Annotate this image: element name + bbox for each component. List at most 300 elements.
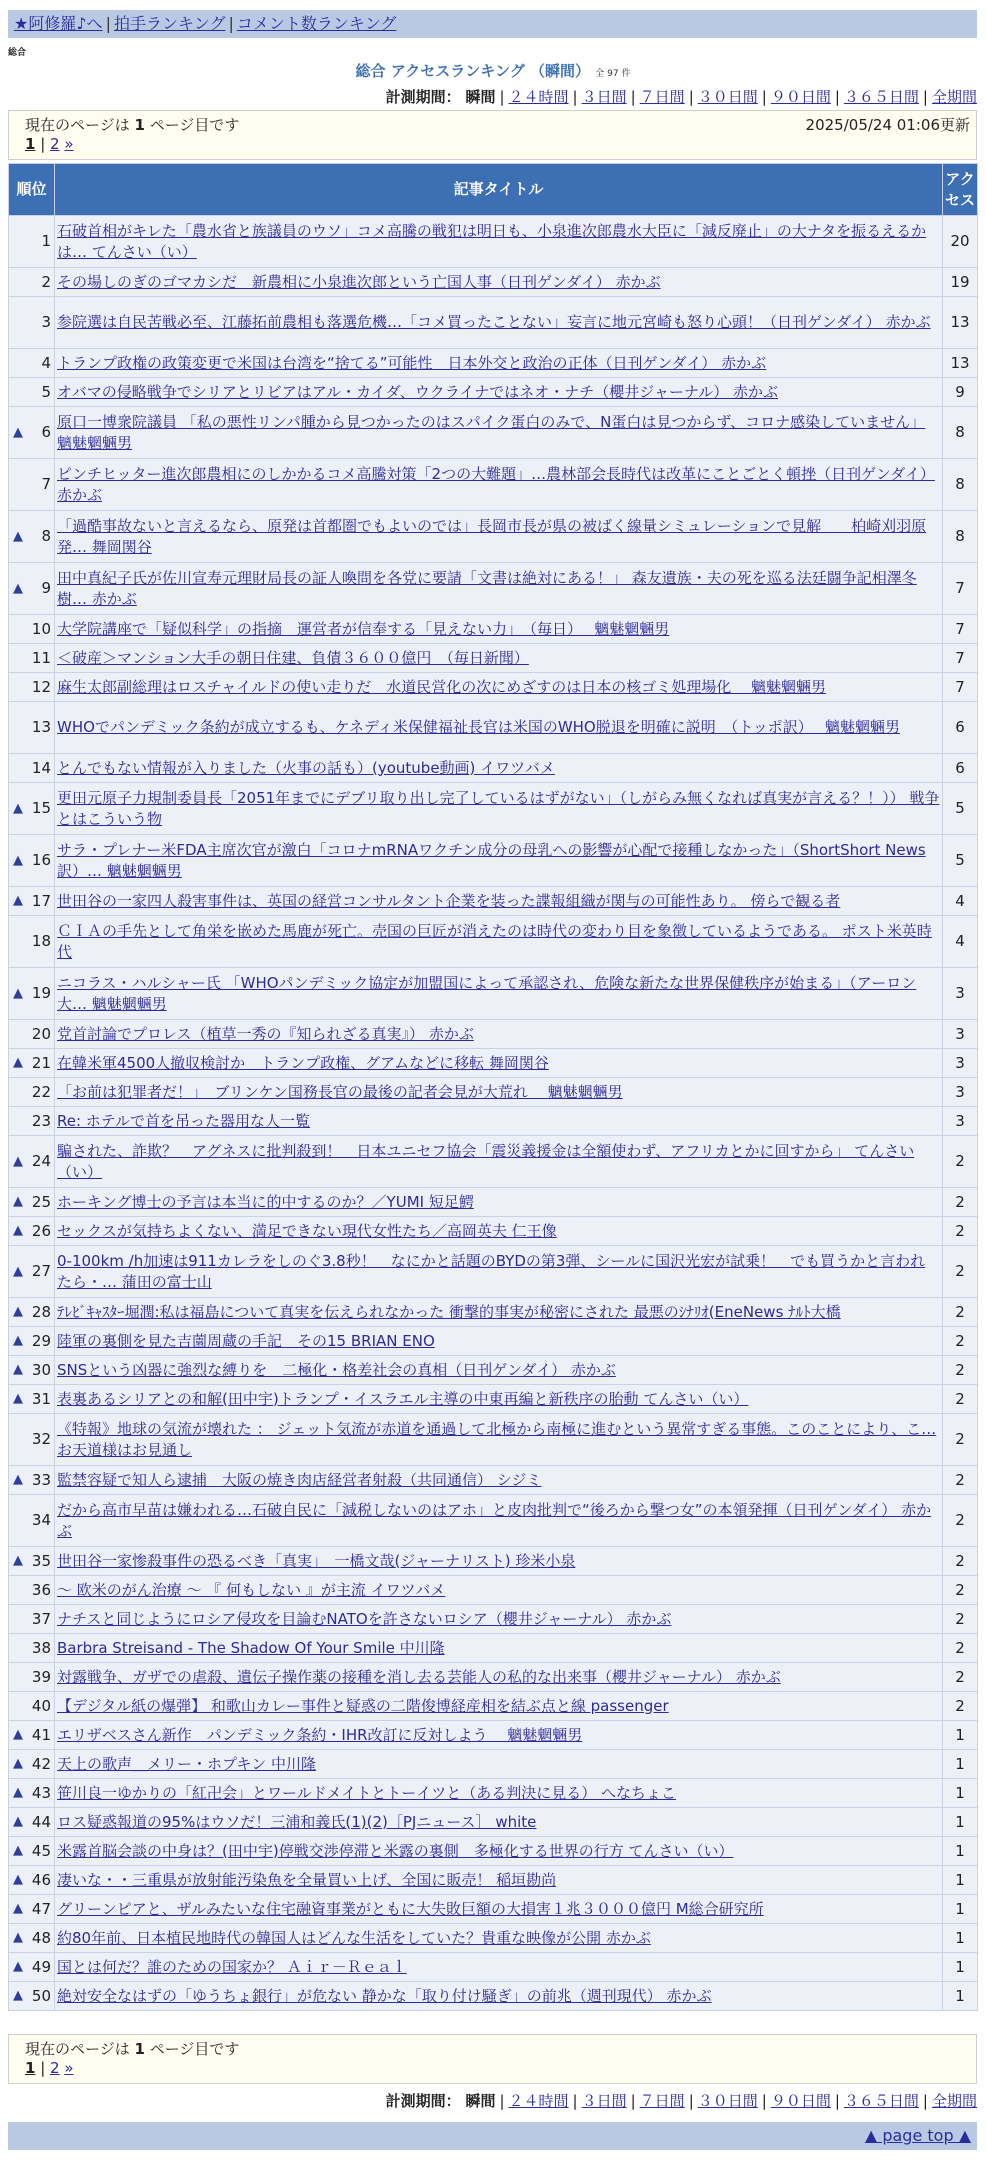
article-link[interactable]: グリーンピアと、ザルみたいな住宅融資事業がともに大失敗巨額の大損害１兆３０００億円 M総合研究所 — [57, 1899, 764, 1918]
article-link[interactable]: 《特報》地球の気流が壊れた ： ジェット気流が赤道を通過して北極から南極に進むという異常すぎる事態。このことにより、こ… お天道様はお見通し — [57, 1419, 937, 1459]
article-link[interactable]: エリザベスさん新作 パンデミック条約・IHR改訂に反対しよう 魑魅魍魎男 — [57, 1725, 583, 1744]
title-cell — [55, 1692, 943, 1721]
table-row — [9, 673, 978, 702]
page-info-top — [8, 110, 977, 160]
article-link[interactable]: ＜破産＞マンション大手の朝日住建、負債３６００億円 （毎日新聞） — [57, 648, 529, 667]
nav-link-comment-ranking[interactable]: コメント数ランキング — [236, 14, 397, 33]
rank-number: 37 — [31, 1609, 51, 1628]
rank-number: 44 — [31, 1812, 51, 1831]
article-link[interactable]: 絶対安全なはずの「ゆうちょ銀行」が危ない 静かな「取り付け騒ぎ」の前兆（週刊現代） 赤かぶ — [57, 1986, 712, 2005]
rank-cell — [9, 615, 55, 644]
title-cell — [55, 615, 943, 644]
nav-separator: | — [105, 14, 111, 33]
table-row — [9, 1576, 978, 1605]
pager-top: 1 | 2 » — [25, 135, 74, 153]
pager-next[interactable]: » — [64, 135, 74, 153]
rank-cell — [9, 407, 55, 459]
rank-cell — [9, 1356, 55, 1385]
table-row — [9, 1356, 978, 1385]
table-row — [9, 1385, 978, 1414]
rank-cell — [9, 1136, 55, 1188]
nav-link-asyura[interactable]: ★阿修羅♪へ — [14, 14, 103, 33]
rank-cell — [9, 297, 55, 349]
title-cell — [55, 1924, 943, 1953]
nav-link-applause-ranking[interactable]: 拍手ランキング — [113, 14, 226, 33]
rank-number: 38 — [31, 1638, 51, 1657]
period-link-90d[interactable]: ９０日間 — [770, 88, 831, 106]
table-row — [9, 563, 978, 615]
title-cell — [55, 349, 943, 378]
rank-cell — [9, 1605, 55, 1634]
rank-number: 24 — [31, 1152, 51, 1170]
arrow-up-icon: ▲ — [13, 1304, 23, 1319]
rank-cell — [9, 1576, 55, 1605]
access-count: 7 — [943, 673, 978, 702]
arrow-up-icon: ▲ — [13, 1843, 23, 1858]
title-cell — [55, 968, 943, 1020]
arrow-up-icon: ▲ — [13, 1901, 23, 1916]
page-top-link[interactable]: ▲ page top ▲ — [864, 2126, 971, 2145]
article-link[interactable]: 約80年前、日本植民地時代の韓国人はどんな生活をしていた？貴重な映像が公開 赤かぶ — [57, 1928, 651, 1947]
rank-number: 12 — [31, 677, 51, 696]
arrow-up-icon: ▲ — [13, 1872, 23, 1887]
arrow-up-icon: ▲ — [13, 1333, 23, 1348]
rank-cell — [9, 268, 55, 297]
table-row — [9, 1466, 978, 1495]
title-cell — [55, 1837, 943, 1866]
arrow-up-icon: ▲ — [13, 424, 23, 440]
rank-number: 50 — [31, 1986, 51, 2005]
table-row — [9, 1895, 978, 1924]
title-cell — [55, 644, 943, 673]
title-cell — [55, 1750, 943, 1779]
title-cell — [55, 887, 943, 916]
period-link-all[interactable]: 全期間 — [931, 88, 977, 106]
period-link-7d-bottom[interactable]: ７日間 — [639, 2092, 685, 2110]
title-cell — [55, 407, 943, 459]
table-row — [9, 835, 978, 887]
rank-cell — [9, 1692, 55, 1721]
access-count: 2 — [943, 1547, 978, 1576]
arrow-up-icon: ▲ — [13, 852, 23, 868]
access-count: 2 — [943, 1634, 978, 1663]
article-link[interactable]: 在韓米軍4500人撤収検討か トランプ政権、グアムなどに移転 舞岡関谷 — [57, 1053, 549, 1072]
title-cell — [55, 459, 943, 511]
article-link[interactable]: Barbra Streisand - The Shadow Of Your Smile 中川隆 — [57, 1638, 445, 1657]
table-row — [9, 1414, 978, 1466]
top-nav-bar — [8, 10, 977, 38]
rank-number: 45 — [31, 1841, 51, 1860]
period-link-30d[interactable]: ３０日間 — [697, 88, 758, 106]
article-link[interactable]: 0-100km /h加速は911カレラをしのぐ3.8秒！ なにかと話題のBYDの第3弾、シールに国沢光宏が試乗！ でも買うかと言われたら・… 蒲田の富士山 — [57, 1251, 926, 1291]
title-cell — [55, 1136, 943, 1188]
article-link[interactable]: 「過酷事故ないと言えるなら、原発は首都圏でもよいのでは」長岡市長が県の被ばく線量シミュレーションで見解 柏崎刈羽原発… 舞岡関谷 — [57, 516, 927, 556]
access-count: 6 — [943, 702, 978, 754]
rank-number: 2 — [41, 272, 51, 291]
rank-number: 14 — [31, 758, 51, 777]
access-count: 2 — [943, 1188, 978, 1217]
table-row — [9, 1663, 978, 1692]
title-cell — [55, 835, 943, 887]
article-link[interactable]: Re: ホテルで首を吊った器用な人一覧 — [57, 1111, 311, 1130]
rank-number: 42 — [31, 1754, 51, 1773]
access-count: 2 — [943, 1414, 978, 1466]
table-row — [9, 783, 978, 835]
table-row — [9, 1866, 978, 1895]
article-link[interactable]: 国とは何だ？誰のための国家か？ Ａｉｒ－Ｒｅａｌ — [57, 1957, 407, 1976]
article-link[interactable]: 「お前は犯罪者だ！」 ブリンケン国務長官の最後の記者会見が大荒れ 魑魅魍魎男 — [57, 1082, 623, 1101]
access-count: 2 — [943, 1356, 978, 1385]
rank-cell — [9, 378, 55, 407]
access-count: 3 — [943, 1078, 978, 1107]
period-current-bottom: 瞬間 — [465, 2092, 496, 2110]
article-link[interactable]: 米露首脳会談の中身は？(田中宇)停戦交渉停滞と米露の裏側 多極化する世界の行方 てんさい（い） — [57, 1841, 734, 1860]
total-count: 全 97 件 — [595, 69, 631, 79]
arrow-up-icon: ▲ — [13, 1988, 23, 2003]
rank-cell — [9, 1808, 55, 1837]
article-link[interactable]: セックスが気持ちよくない、満足できない現代女性たち／高岡英夫 仁王像 — [57, 1221, 557, 1240]
arrow-up-icon: ▲ — [13, 1263, 23, 1279]
rank-number: 36 — [31, 1580, 51, 1599]
footer-bar — [8, 2122, 977, 2150]
article-link[interactable]: トランプ政権の政策変更で米国は台湾を“捨てる”可能性 日本外交と政治の正体（日刊ゲンダイ） 赤かぶ — [57, 353, 767, 372]
pager-bottom: 1 | 2 » — [25, 2059, 74, 2077]
table-row — [9, 1020, 978, 1049]
current-page-text-bottom: 現在のページは 1 ページ目です — [25, 2040, 240, 2058]
access-count: 3 — [943, 1107, 978, 1136]
rank-number: 43 — [31, 1783, 51, 1802]
title-cell — [55, 1495, 943, 1547]
title-cell — [55, 1049, 943, 1078]
article-link[interactable]: ナチスと同じようにロシア侵攻を目論むNATOを許さないロシア（櫻井ジャーナル） 赤かぶ — [57, 1609, 672, 1628]
table-row — [9, 407, 978, 459]
article-link[interactable]: オバマの侵略戦争でシリアとリビアはアル・カイダ、ウクライナではネオ・ナチ（櫻井ジャーナル） 赤かぶ — [57, 382, 779, 401]
article-link[interactable]: ニコラス・ハルシャー氏 「WHOパンデミック協定が加盟国によって承認され、危険な新たな世界保健秩序が始まる」（アーロン大… 魑魅魍魎男 — [57, 973, 917, 1013]
title-cell — [55, 1107, 943, 1136]
article-link[interactable]: WHOでパンデミック条約が成立するも、ケネディ米保健福祉長官は米国のWHO脱退を明確に説明 （トッポ訳） 魑魅魍魎男 — [57, 718, 901, 736]
article-link[interactable]: とんでもない情報が入りました（火事の話も）(youtube動画) イワツバメ — [57, 758, 555, 777]
rank-number: 30 — [31, 1360, 51, 1379]
access-count: 2 — [943, 1298, 978, 1327]
arrow-up-icon: ▲ — [13, 1727, 23, 1742]
article-link[interactable]: 原口一博衆院議員 「私の悪性リンパ腫から見つかったのはスパイク蛋白のみで、N蛋白は見つからず、コロナ感染していません」 魑魅魍魎男 — [57, 412, 926, 452]
rank-number: 47 — [31, 1899, 51, 1918]
arrow-up-icon: ▲ — [13, 1223, 23, 1238]
rank-number: 29 — [31, 1331, 51, 1350]
rank-cell — [9, 783, 55, 835]
rank-number: 25 — [31, 1192, 51, 1211]
title-cell — [55, 702, 943, 754]
title-cell — [55, 1217, 943, 1246]
table-row — [9, 916, 978, 968]
rank-number: 13 — [31, 718, 51, 736]
article-link[interactable]: 笹川良一ゆかりの「紅卍会」とワールドメイトとトーイツと（ある判決に見る） へなちょこ — [57, 1783, 677, 1802]
rank-cell — [9, 1078, 55, 1107]
rank-number: 48 — [31, 1928, 51, 1947]
table-row — [9, 1808, 978, 1837]
article-link[interactable]: 参院選は自民苦戦必至、江藤拓前農相も落選危機…「コメ買ったことない」妄言に地元宮崎も怒り心頭！（日刊ゲンダイ） 赤かぶ — [57, 313, 931, 331]
access-count: 1 — [943, 1721, 978, 1750]
rank-number: 1 — [41, 232, 51, 250]
rank-cell — [9, 349, 55, 378]
article-link[interactable]: 凄いな・・三重県が放射能汚染魚を全量買い上げ、全国に販売！ 稲垣勘尚 — [57, 1870, 557, 1889]
rank-cell — [9, 563, 55, 615]
period-link-7d[interactable]: ７日間 — [639, 88, 685, 106]
rank-cell — [9, 1750, 55, 1779]
access-count: 7 — [943, 644, 978, 673]
period-link-30d-bottom[interactable]: ３０日間 — [697, 2092, 758, 2110]
rank-number: 5 — [41, 382, 51, 401]
access-count: 6 — [943, 754, 978, 783]
table-row — [9, 1217, 978, 1246]
period-link-all-bottom[interactable]: 全期間 — [931, 2092, 977, 2110]
article-link[interactable]: 党首討論でプロレス（植草一秀の『知られざる真実』） 赤かぶ — [57, 1024, 474, 1043]
title-cell — [55, 1414, 943, 1466]
rank-cell — [9, 1953, 55, 1982]
title-cell — [55, 1634, 943, 1663]
access-count: 1 — [943, 1866, 978, 1895]
title-cell — [55, 1808, 943, 1837]
rank-number: 4 — [41, 353, 51, 372]
access-count: 2 — [943, 1246, 978, 1298]
article-link[interactable]: だから高市早苗は嫌われる…石破自民に「減税しないのはアホ」と皮肉批判で“後ろから撃つ女”の本領発揮（日刊ゲンダイ） 赤かぶ — [57, 1500, 932, 1540]
page-title-text: 総合 アクセスランキング （瞬間） — [355, 62, 591, 80]
access-count: 2 — [943, 1495, 978, 1547]
rank-number: 32 — [31, 1430, 51, 1448]
rank-number: 18 — [31, 932, 51, 950]
rank-cell — [9, 1414, 55, 1466]
table-row — [9, 1953, 978, 1982]
rank-cell — [9, 1721, 55, 1750]
rank-cell — [9, 1020, 55, 1049]
rank-cell — [9, 1924, 55, 1953]
header-count: アクセス — [943, 164, 978, 216]
period-link-3d-bottom[interactable]: ３日間 — [581, 2092, 627, 2110]
table-row — [9, 1188, 978, 1217]
title-cell — [55, 1356, 943, 1385]
article-link[interactable]: 騙された、詐欺？ アグネスに批判殺到！ 日本ユニセフ協会「震災義援金は全額使わず、アフリカとかに回すから」 てんさい（い） — [57, 1141, 915, 1181]
article-link[interactable]: 【デジタル紙の爆弾】 和歌山カレー事件と疑惑の二階俊博経産相を結ぶ点と線 passenger — [57, 1696, 669, 1715]
period-label: 計測期間： — [385, 88, 461, 106]
table-row — [9, 1107, 978, 1136]
table-row — [9, 1049, 978, 1078]
period-link-3d[interactable]: ３日間 — [581, 88, 627, 106]
rank-number: 19 — [31, 984, 51, 1002]
article-link[interactable]: ホーキング博士の予言は本当に的中するのか？／YUMI 短足鰐 — [57, 1192, 474, 1211]
article-link[interactable]: 世田谷一家惨殺事件の恐るべき「真実」 一橋文哉(ジャーナリスト) 珍米小泉 — [57, 1551, 576, 1570]
table-row — [9, 1634, 978, 1663]
rank-number: 39 — [31, 1667, 51, 1686]
title-cell — [55, 1188, 943, 1217]
access-count: 4 — [943, 916, 978, 968]
arrow-up-icon: ▲ — [13, 1472, 23, 1487]
article-link[interactable]: 天上の歌声＿メリー・ホプキン 中川隆 — [57, 1754, 317, 1773]
arrow-up-icon: ▲ — [13, 1153, 23, 1169]
period-link-365d-bottom[interactable]: ３６５日間 — [843, 2092, 919, 2110]
arrow-up-icon: ▲ — [13, 1194, 23, 1209]
page-info-bottom — [8, 2034, 977, 2084]
rank-cell — [9, 968, 55, 1020]
article-link[interactable]: 田中真紀子氏が佐川宣寿元理財局長の証人喚問を各党に要請「文書は絶対にある！」 森友遺族・夫の死を巡る法廷闘争記相澤冬樹… 赤かぶ — [57, 568, 917, 608]
access-count: 3 — [943, 1049, 978, 1078]
period-current: 瞬間 — [465, 88, 496, 106]
arrow-up-icon: ▲ — [13, 893, 23, 908]
access-count: 13 — [943, 297, 978, 349]
access-count: 8 — [943, 407, 978, 459]
table-row — [9, 968, 978, 1020]
article-link[interactable]: 対露戦争、ガザでの虐殺、遺伝子操作薬の接種を消し去る芸能人の私的な出来事（櫻井ジャーナル） 赤かぶ — [57, 1667, 781, 1686]
period-link-90d-bottom[interactable]: ９０日間 — [770, 2092, 831, 2110]
rank-number: 34 — [31, 1511, 51, 1529]
access-count: 2 — [943, 1605, 978, 1634]
article-link[interactable]: 麻生太郎副総理はロスチャイルドの使い走りだ 水道民営化の次にめざすのは日本の核ゴミ処理場化 魑魅魍魎男 — [57, 677, 827, 696]
article-link[interactable]: サラ・プレナー米FDA主席次官が激白「コロナmRNAワクチン成分の母乳への影響が心配で接種しなかった」（ShortShort News訳）… 魑魅魍魎男 — [57, 840, 926, 880]
period-selector-top: 計測期間： 瞬間 | ２４時間 | ３日間 | ７日間 | ３０日間 | ９０日間 | ３６５日間 | 全期間 — [385, 88, 977, 106]
access-count: 1 — [943, 1982, 978, 2011]
rank-cell — [9, 1547, 55, 1576]
title-cell — [55, 563, 943, 615]
rank-cell — [9, 1188, 55, 1217]
access-count: 7 — [943, 615, 978, 644]
article-link[interactable]: ～ 欧米のがん治療 ～ 『 何もしない 』が主流 イワツバメ — [57, 1580, 446, 1599]
rank-cell — [9, 673, 55, 702]
period-link-365d[interactable]: ３６５日間 — [843, 88, 919, 106]
title-cell — [55, 754, 943, 783]
access-count: 20 — [943, 216, 978, 268]
rank-number: 23 — [31, 1111, 51, 1130]
rank-number: 21 — [31, 1053, 51, 1072]
arrow-up-icon: ▲ — [13, 1930, 23, 1945]
pager-page-2-bottom[interactable]: 2 — [50, 2059, 60, 2077]
period-link-24h-bottom[interactable]: ２４時間 — [508, 2092, 569, 2110]
title-cell — [55, 297, 943, 349]
table-row — [9, 511, 978, 563]
table-row — [9, 887, 978, 916]
rank-cell — [9, 1634, 55, 1663]
title-cell — [55, 268, 943, 297]
rank-cell — [9, 511, 55, 563]
table-row — [9, 1136, 978, 1188]
rank-cell — [9, 459, 55, 511]
article-link[interactable]: 世田谷の一家四人殺害事件は、英国の経営コンサルタント企業を装った諜報組織が関与の可能性あり。 傍らで観る者 — [57, 891, 841, 910]
header-title: 記事タイトル — [55, 164, 943, 216]
rank-cell — [9, 1049, 55, 1078]
title-cell — [55, 216, 943, 268]
rank-number: 9 — [41, 579, 51, 597]
article-link[interactable]: 陸軍の裏側を見た吉薗周蔵の手記 その15 BRIAN ENO — [57, 1331, 435, 1350]
rank-number: 40 — [31, 1696, 51, 1715]
article-link[interactable]: 石破首相がキレた「農水省と族議員のウソ」コメ高騰の戦犯は明日も、小泉進次郎農水大臣に「減反廃止」の大ナタを振るえるかは… てんさい（い） — [57, 221, 927, 261]
rank-number: 33 — [31, 1470, 51, 1489]
rank-cell — [9, 1246, 55, 1298]
access-count: 13 — [943, 349, 978, 378]
table-row — [9, 1246, 978, 1298]
current-page-text: 現在のページは 1 ページ目です — [25, 116, 240, 134]
arrow-up-icon: ▲ — [13, 1553, 23, 1568]
rank-cell — [9, 1385, 55, 1414]
arrow-up-icon: ▲ — [13, 580, 23, 596]
access-count: 2 — [943, 1217, 978, 1246]
table-row — [9, 1327, 978, 1356]
rank-number: 17 — [31, 891, 51, 910]
period-label-bottom: 計測期間： — [385, 2092, 461, 2110]
rank-cell — [9, 644, 55, 673]
table-row — [9, 1078, 978, 1107]
access-count: 1 — [943, 1779, 978, 1808]
rank-cell — [9, 1866, 55, 1895]
article-link[interactable]: ＣＩＡの手先として角栄を嵌めた馬鹿が死亡。売国の巨匠が消えたのは時代の変わり目を象徴しているようである。 ポスト米英時代 — [57, 921, 932, 961]
access-count: 9 — [943, 378, 978, 407]
title-cell — [55, 1895, 943, 1924]
table-row — [9, 1495, 978, 1547]
arrow-up-icon: ▲ — [13, 800, 23, 816]
rank-number: 7 — [41, 475, 51, 493]
rank-cell — [9, 835, 55, 887]
title-cell — [55, 1385, 943, 1414]
table-row — [9, 268, 978, 297]
access-count: 8 — [943, 511, 978, 563]
title-cell — [55, 916, 943, 968]
article-link[interactable]: SNSという凶器に強烈な縛りを 二極化・格差社会の真相（日刊ゲンダイ） 赤かぶ — [57, 1360, 616, 1379]
pager-page-1: 1 — [25, 135, 36, 153]
title-cell — [55, 673, 943, 702]
title-cell — [55, 378, 943, 407]
rank-number: 31 — [31, 1389, 51, 1408]
rank-number: 15 — [31, 799, 51, 817]
rank-cell — [9, 1107, 55, 1136]
article-link[interactable]: 更田元原子力規制委員長「2051年までにデブリ取り出し完了しているはずがない」（しがらみ無くなれば真実が言える？！）） 戦争とはこういう物 — [57, 788, 940, 828]
access-count: 1 — [943, 1837, 978, 1866]
period-link-24h[interactable]: ２４時間 — [508, 88, 569, 106]
title-cell — [55, 1298, 943, 1327]
article-link[interactable]: その場しのぎのゴマカシだ 新農相に小泉進次郎という亡国人事（日刊ゲンダイ） 赤かぶ — [57, 272, 661, 291]
article-link[interactable]: 大学院講座で「疑似科学」の指摘 運営者が信奉する「見えない力」 （毎日） 魑魅魍魎男 — [57, 619, 670, 638]
header-rank: 順位 — [9, 164, 55, 216]
rank-cell — [9, 916, 55, 968]
arrow-up-icon: ▲ — [13, 1055, 23, 1070]
rank-number: 49 — [31, 1957, 51, 1976]
access-count: 1 — [943, 1924, 978, 1953]
access-count: 5 — [943, 783, 978, 835]
table-row — [9, 1692, 978, 1721]
pager-next-bottom[interactable]: » — [64, 2059, 74, 2077]
rank-cell — [9, 1895, 55, 1924]
title-cell — [55, 1953, 943, 1982]
title-cell — [55, 1576, 943, 1605]
access-count: 3 — [943, 1020, 978, 1049]
updated-timestamp: 2025/05/24 01:06更新 — [805, 116, 970, 134]
table-row — [9, 349, 978, 378]
table-row — [9, 1750, 978, 1779]
article-link[interactable]: ロス疑惑報道の95%はウソだ！三浦和義氏(1)(2)［PJニュース］ white — [57, 1812, 537, 1831]
current-page-number: 1 — [134, 116, 145, 134]
rank-number: 46 — [31, 1870, 51, 1889]
access-count: 19 — [943, 268, 978, 297]
article-link[interactable]: 表裏あるシリアとの和解(田中宇)トランプ・イスラエル主導の中東再編と新秩序の胎動 てんさい（い） — [57, 1389, 749, 1408]
rank-cell — [9, 702, 55, 754]
table-row — [9, 1924, 978, 1953]
article-link[interactable]: ピンチヒッター進次郎農相にのしかかるコメ高騰対策「2つの大難題」…農林部会長時代は改革にことごとく頓挫（日刊ゲンダイ） 赤かぶ — [57, 464, 935, 504]
article-link[interactable]: ﾃﾚﾋﾞｷｬｽﾀｰ堀潤:私は福島について真実を伝えられなかった 衝撃的事実が秘密にされた 最悪のｼﾅﾘｵ(EneNews ﾅﾙﾄ大橋 — [57, 1302, 841, 1321]
article-link[interactable]: 監禁容疑で知人ら逮捕 大阪の焼き肉店経営者射殺（共同通信） シジミ — [57, 1470, 542, 1489]
access-count: 8 — [943, 459, 978, 511]
rank-number: 20 — [31, 1024, 51, 1043]
arrow-up-icon: ▲ — [13, 985, 23, 1001]
rank-cell — [9, 1663, 55, 1692]
pager-page-2[interactable]: 2 — [50, 135, 60, 153]
rank-number: 8 — [41, 527, 51, 545]
table-row — [9, 216, 978, 268]
